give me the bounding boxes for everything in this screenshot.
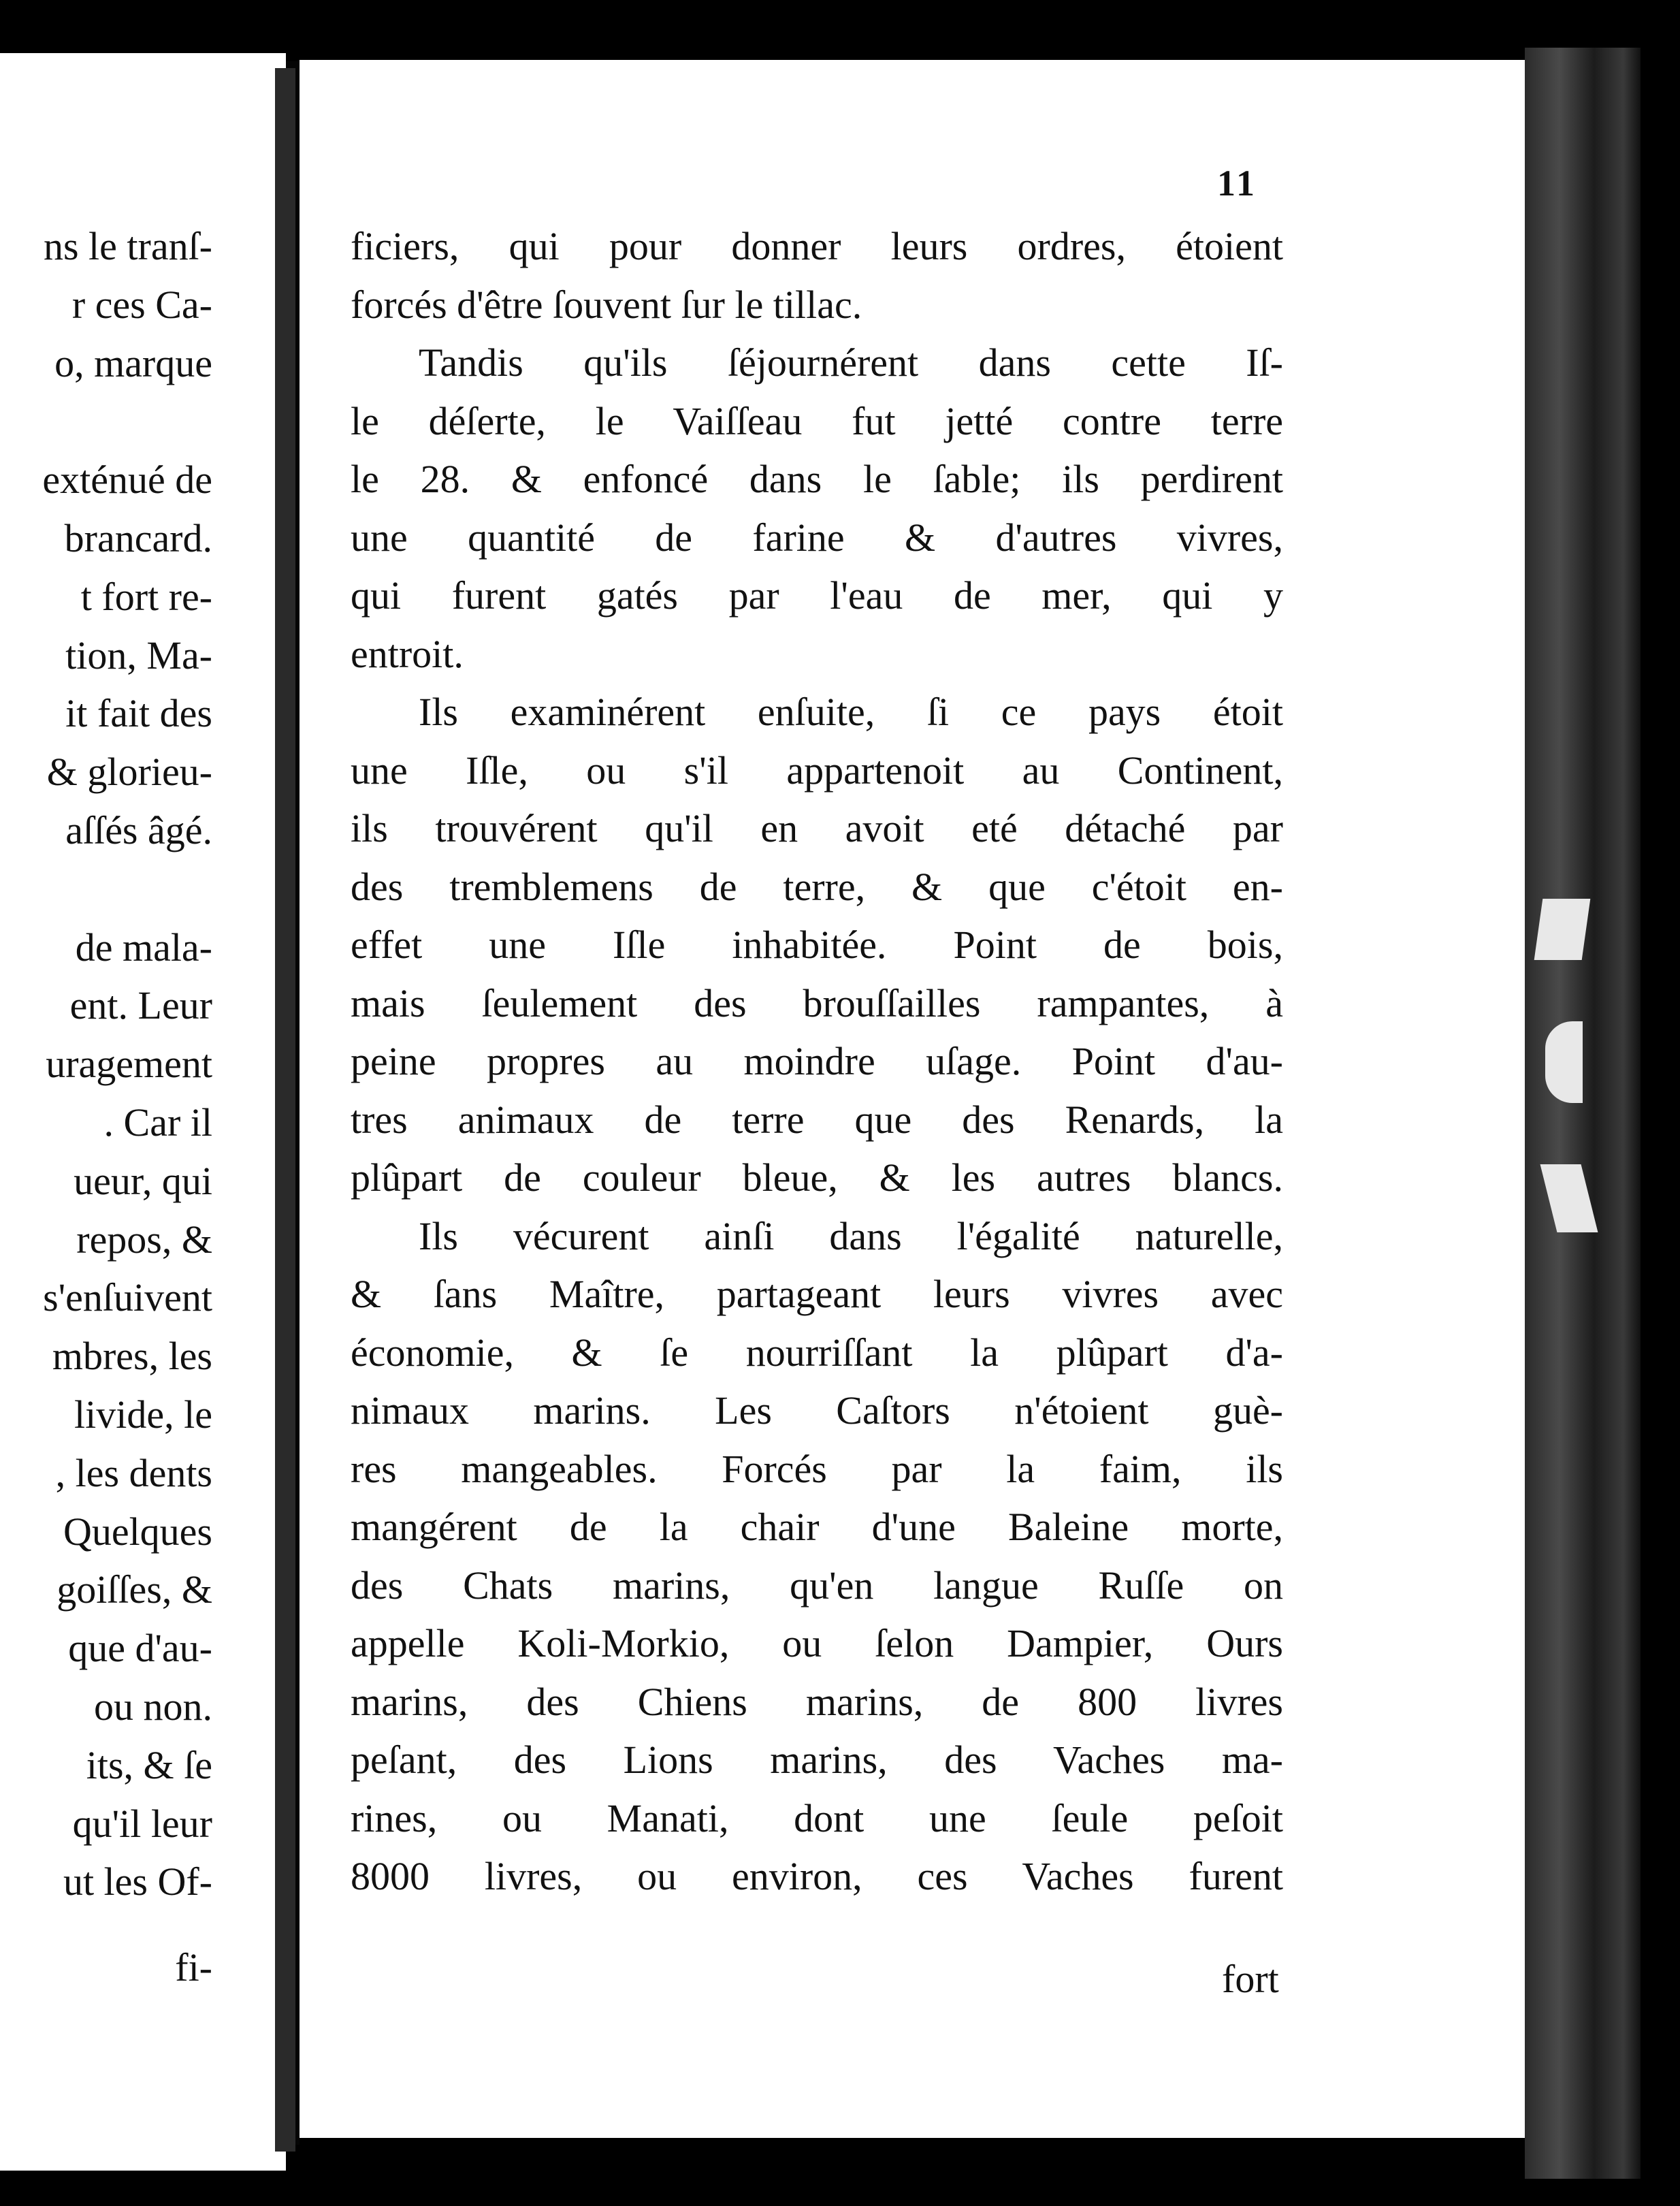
spine-mark: [1534, 899, 1591, 960]
right-text-line: appelle Koli-Morkio, ou ſelon Dampier, Ours: [351, 1621, 1283, 1665]
right-text-line: effet une Iſle inhabitée. Point de bois,: [351, 923, 1283, 967]
right-text-line: Ils examinérent enſuite, ſi ce pays étoit: [419, 690, 1283, 734]
left-text-line: & glorieu-: [46, 750, 212, 795]
spine-mark: [1545, 1021, 1583, 1103]
right-text-line: & ſans Maître, partageant leurs vivres avec: [351, 1272, 1283, 1316]
right-text-line: Tandis qu'ils ſéjournérent dans cette Iſ-: [419, 340, 1283, 385]
spine-mark: [1540, 1164, 1598, 1232]
right-text-line: rines, ou Manati, dont une ſeule peſoit: [351, 1795, 1283, 1840]
right-text-line: mangérent de la chair d'une Baleine morte,: [351, 1505, 1283, 1549]
right-text-line: entroit.: [351, 631, 464, 676]
right-text-line: peine propres au moindre uſage. Point d'au-: [351, 1039, 1283, 1083]
left-text-line: aſſés âgé.: [65, 808, 212, 852]
left-text-line: r ces Ca-: [71, 282, 212, 327]
left-text-line: Quelques: [63, 1509, 212, 1554]
left-text-line: ent. Leur: [69, 983, 212, 1028]
right-text-line: tres animaux de terre que des Renards, la: [351, 1097, 1283, 1142]
right-text-line: 8000 livres, ou environ, ces Vaches furent: [351, 1854, 1283, 1898]
left-page: [0, 53, 286, 2171]
left-text-line: uragement: [46, 1042, 212, 1087]
left-text-line: qu'il leur: [72, 1801, 212, 1846]
left-text-line: goiſſes, &: [56, 1567, 212, 1612]
left-text-line: repos, &: [76, 1217, 212, 1262]
left-text-line: o, marque: [54, 340, 212, 385]
right-text-line: mais ſeulement des brouſſailles rampantes, à: [351, 980, 1283, 1025]
left-catchword: fi-: [175, 1945, 212, 1989]
book-gutter: [275, 68, 295, 2152]
right-text-line: une Iſle, ou s'il appartenoit au Continent,: [351, 748, 1283, 793]
right-text-line: forcés d'être ſouvent ſur le tillac.: [351, 282, 862, 327]
left-text-line: , les dents: [55, 1450, 212, 1495]
left-text-line: tion, Ma-: [65, 633, 212, 677]
right-text-line: peſant, des Lions marins, des Vaches ma-: [351, 1738, 1283, 1782]
left-text-line: exténué de: [42, 458, 212, 502]
left-text-line: brancard.: [64, 516, 212, 560]
right-text-line: une quantité de farine & d'autres vivres,: [351, 515, 1283, 560]
left-text-line: t fort re-: [80, 574, 212, 619]
right-text-line: Ils vécurent ainſi dans l'égalité naturelle,: [419, 1213, 1283, 1258]
right-text-line: marins, des Chiens marins, de 800 livres: [351, 1679, 1283, 1724]
left-text-line: ou non.: [94, 1684, 212, 1729]
right-text-line: des tremblemens de terre, & que c'étoit en-: [351, 864, 1283, 909]
right-text-line: ficiers, qui pour donner leurs ordres, étoient: [351, 224, 1283, 268]
left-text-line: que d'au-: [68, 1626, 212, 1671]
left-text-line: ut les Of-: [63, 1859, 212, 1904]
left-text-line: it fait des: [65, 691, 212, 736]
page-number: 11: [1217, 163, 1258, 204]
right-text-line: le 28. & enfoncé dans le ſable; ils perdirent: [351, 457, 1283, 501]
right-text-line: économie, & ſe nourriſſant la plûpart d'a-: [351, 1330, 1283, 1375]
right-text-line: des Chats marins, qu'en langue Ruſſe on: [351, 1563, 1283, 1608]
left-text-line: livide, le: [74, 1392, 212, 1437]
left-text-line: . Car il: [103, 1100, 212, 1145]
left-text-line: ueur, qui: [74, 1158, 212, 1203]
right-text-line: res mangeables. Forcés par la faim, ils: [351, 1446, 1283, 1491]
left-text-line: s'enſuivent: [43, 1275, 212, 1320]
right-catchword: fort: [1222, 1957, 1279, 2001]
right-page: [300, 60, 1525, 2138]
left-text-line: de mala-: [75, 925, 212, 970]
book-spine-edge: [1525, 48, 1641, 2179]
right-text-line: le déſerte, le Vaiſſeau fut jetté contre terre: [351, 398, 1283, 443]
right-text-line: plûpart de couleur bleue, & les autres blancs.: [351, 1155, 1283, 1200]
left-text-line: its, & ſe: [86, 1742, 212, 1787]
left-text-line: ns le tranſ-: [43, 224, 212, 268]
right-text-line: nimaux marins. Les Caſtors n'étoient guè-: [351, 1388, 1283, 1433]
right-text-line: qui furent gatés par l'eau de mer, qui y: [351, 573, 1283, 618]
right-text-line: ils trouvérent qu'il en avoit eté détaché par: [351, 806, 1283, 850]
left-text-line: mbres, les: [52, 1334, 212, 1379]
